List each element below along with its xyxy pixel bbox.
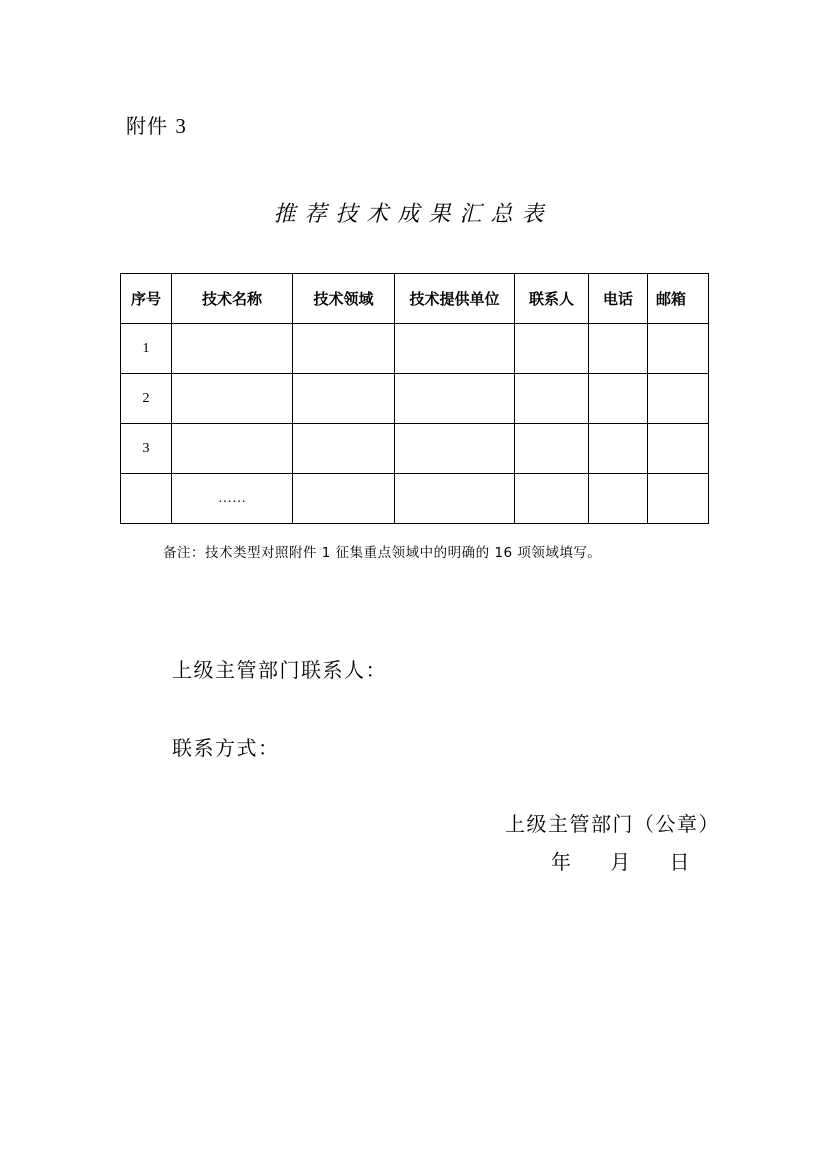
table-cell[interactable] [395, 374, 515, 424]
table-row [121, 324, 709, 374]
contact-person-label: 上级主管部门联系人： [172, 658, 387, 682]
table-row [121, 374, 709, 424]
table-cell[interactable] [515, 474, 589, 524]
header-cell: 技术名称 [172, 274, 293, 324]
table-cell[interactable] [172, 374, 293, 424]
attachment-label [126, 110, 187, 139]
table-cell[interactable] [293, 474, 395, 524]
date-day: 日 [669, 850, 691, 874]
table-cell[interactable] [515, 424, 589, 474]
table-cell[interactable] [293, 374, 395, 424]
attachment-number: 3 [175, 114, 187, 138]
date-month: 月 [610, 850, 632, 874]
table-cell[interactable] [589, 424, 648, 474]
table-cell[interactable] [589, 474, 648, 524]
header-cell: 序号 [121, 274, 172, 324]
table-header-row [121, 274, 709, 324]
header-cell: 电话 [589, 274, 648, 324]
date-line [551, 846, 691, 875]
table-cell[interactable] [648, 324, 709, 374]
table-cell[interactable]: …… [172, 474, 293, 524]
table-note: 备注：技术类型对照附件 1 征集重点领域中的明确的 16 项领域填写。 [163, 545, 602, 561]
header-cell: 邮箱 [648, 274, 709, 324]
attachment-text: 附件 [126, 114, 168, 138]
table-cell[interactable] [395, 424, 515, 474]
table-cell[interactable] [395, 324, 515, 374]
table-cell[interactable] [121, 474, 172, 524]
header-cell: 技术领域 [293, 274, 395, 324]
contact-method-label: 联系方式： [172, 736, 280, 760]
table-cell[interactable]: 3 [121, 424, 172, 474]
table-cell[interactable] [648, 374, 709, 424]
summary-table [120, 273, 709, 524]
header-cell: 技术提供单位 [395, 274, 515, 324]
table-cell[interactable] [648, 424, 709, 474]
seal-label: 上级主管部门（公章） [505, 812, 720, 836]
table-cell[interactable]: 1 [121, 324, 172, 374]
table-cell[interactable] [515, 374, 589, 424]
document-title: 推荐技术成果汇总表 [273, 202, 553, 227]
header-cell: 联系人 [515, 274, 589, 324]
table-cell[interactable] [293, 324, 395, 374]
table-cell[interactable] [589, 374, 648, 424]
table-cell[interactable] [648, 474, 709, 524]
table-cell[interactable] [589, 324, 648, 374]
date-year: 年 [551, 850, 573, 874]
table-row [121, 424, 709, 474]
table-cell[interactable] [172, 324, 293, 374]
table-cell[interactable]: 2 [121, 374, 172, 424]
table-cell[interactable] [172, 424, 293, 474]
table-cell[interactable] [395, 474, 515, 524]
table-cell[interactable] [515, 324, 589, 374]
table-row [121, 474, 709, 524]
table-cell[interactable] [293, 424, 395, 474]
